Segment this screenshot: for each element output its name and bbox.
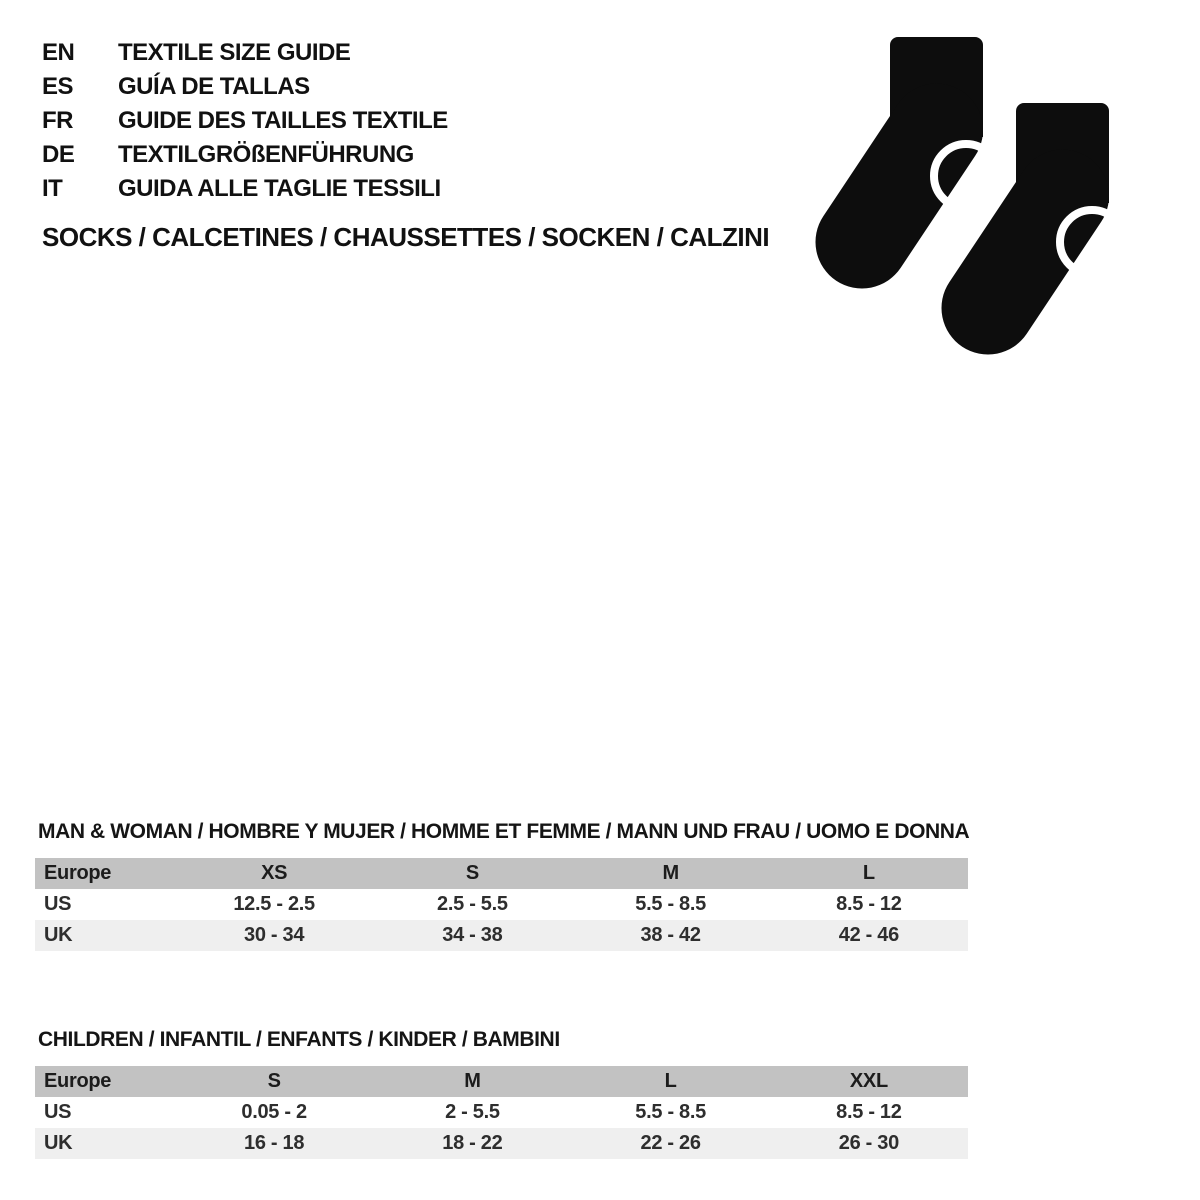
row-label: UK (44, 1132, 73, 1154)
size-value: 8.5 - 12 (836, 893, 902, 915)
language-row-fr (42, 104, 448, 138)
language-code: IT (42, 175, 63, 202)
row-label: US (44, 1101, 72, 1123)
header-cell-size: S (465, 862, 479, 884)
size-value: 30 - 34 (244, 924, 305, 946)
language-label: GUIDE DES TAILLES TEXTILE (118, 107, 448, 134)
size-value: 5.5 - 8.5 (635, 1101, 706, 1123)
socks-icon (800, 18, 1140, 390)
header-cell-size: XS (261, 862, 288, 884)
table-row-us (35, 889, 968, 920)
table-header-row (35, 858, 968, 889)
size-value: 38 - 42 (640, 924, 701, 946)
table-row-uk (35, 1128, 968, 1159)
section-title-man-woman: MAN & WOMAN / HOMBRE Y MUJER / HOMME ET FEMME / MANN UND FRAU / UOMO E DONNA (38, 820, 970, 843)
language-code: FR (42, 107, 73, 134)
size-value: 0.05 - 2 (241, 1101, 307, 1123)
sock-right (988, 103, 1124, 308)
size-value: 26 - 30 (838, 1132, 899, 1154)
language-row-de (42, 138, 448, 172)
size-value: 8.5 - 12 (836, 1101, 902, 1123)
size-value: 34 - 38 (442, 924, 503, 946)
section-title-children: CHILDREN / INFANTIL / ENFANTS / KINDER / BAMBINI (38, 1028, 560, 1051)
language-label: TEXTILE SIZE GUIDE (118, 39, 351, 66)
size-value: 16 - 18 (244, 1132, 305, 1154)
size-value: 2.5 - 5.5 (437, 893, 508, 915)
header-cell-size: XXL (849, 1070, 888, 1092)
header-cell-size: M (464, 1070, 481, 1092)
sock-left (862, 37, 998, 242)
size-value: 22 - 26 (640, 1132, 701, 1154)
language-row-it (42, 172, 448, 206)
size-value: 18 - 22 (442, 1132, 503, 1154)
size-table-children (35, 1066, 968, 1159)
size-value: 5.5 - 8.5 (635, 893, 706, 915)
language-code: ES (42, 73, 74, 100)
language-code: EN (42, 39, 75, 66)
header-cell-size: L (664, 1070, 677, 1092)
language-label: GUIDA ALLE TAGLIE TESSILI (118, 175, 441, 202)
row-label: UK (44, 924, 73, 946)
header-cell-size: L (862, 862, 875, 884)
category-title: SOCKS / CALCETINES / CHAUSSETTES / SOCKEN / CALZINI (42, 222, 770, 252)
table-row-uk (35, 920, 968, 951)
language-code: DE (42, 141, 75, 168)
size-table-man-woman (35, 858, 968, 951)
size-value: 42 - 46 (838, 924, 899, 946)
header-cell-europe: Europe (44, 1070, 112, 1092)
header-cell-europe: Europe (44, 862, 112, 884)
size-value: 12.5 - 2.5 (233, 893, 315, 915)
table-header-row (35, 1066, 968, 1097)
language-row-en (42, 36, 448, 70)
language-label: TEXTILGRÖßENFÜHRUNG (118, 141, 414, 168)
language-row-es (42, 70, 448, 104)
language-list (42, 36, 448, 206)
table-row-us (35, 1097, 968, 1128)
header-cell-size: M (662, 862, 679, 884)
row-label: US (44, 893, 72, 915)
language-label: GUÍA DE TALLAS (118, 73, 310, 100)
header-cell-size: S (267, 1070, 281, 1092)
size-value: 2 - 5.5 (445, 1101, 500, 1123)
